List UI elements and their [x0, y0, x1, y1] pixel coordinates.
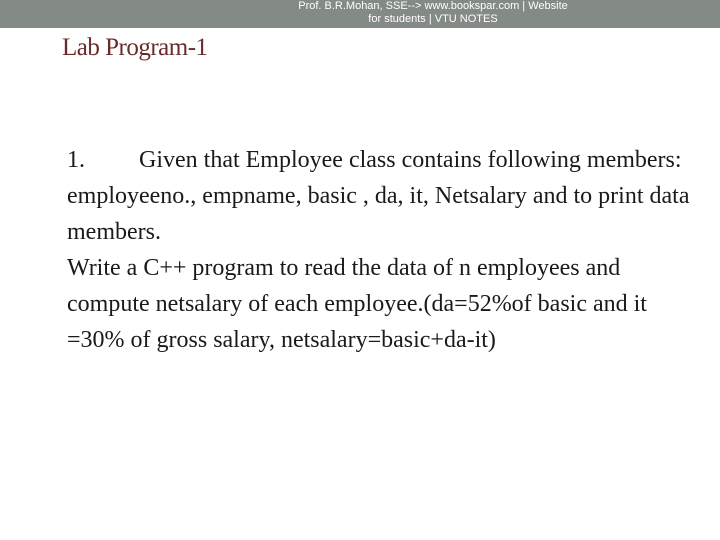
header-credit	[270, 0, 596, 26]
item-text: Given that Employee class contains following members: employeeno., empname, basic , da, it, Netsalary and to print data members.	[67, 147, 690, 245]
numbered-item	[67, 142, 697, 250]
header-credit-line2: for students | VTU NOTES	[368, 13, 498, 25]
slide-title: Lab Program-1	[62, 34, 208, 61]
item-number: 1.	[67, 147, 85, 173]
header-band	[0, 0, 720, 28]
header-credit-line1: Prof. B.R.Mohan, SSE--> www.bookspar.com | Website	[298, 0, 568, 12]
program-description: Write a C++ program to read the data of n employees and compute netsalary of each employee.(da=52%of basic and it =30% of gross salary, netsalary=basic+da-it)	[67, 255, 647, 353]
slide-body	[67, 142, 697, 358]
